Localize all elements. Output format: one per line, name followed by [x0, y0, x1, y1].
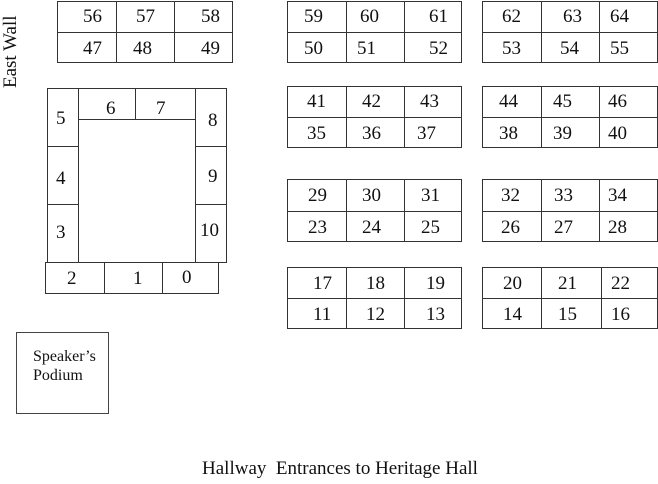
table-28: 28 [608, 217, 627, 238]
table-39: 39 [553, 123, 572, 144]
table-18: 18 [366, 273, 385, 294]
table-1-seat [104, 262, 163, 294]
table-16: 16 [611, 304, 630, 325]
table-20: 20 [503, 273, 522, 294]
table-40: 40 [608, 123, 627, 144]
hallway-entrances-label: Hallway Entrances to Heritage Hall [202, 458, 478, 479]
table-36: 36 [362, 123, 381, 144]
table-29: 29 [308, 185, 327, 206]
table-13: 13 [426, 304, 445, 325]
table-31: 31 [421, 185, 440, 206]
table-48: 48 [133, 38, 152, 59]
table-49: 49 [201, 38, 220, 59]
table-26: 26 [501, 217, 520, 238]
table-7: 7 [156, 98, 166, 119]
table-62: 62 [502, 6, 521, 27]
table-5-seat [47, 88, 79, 147]
table-41: 41 [307, 91, 326, 112]
table-55: 55 [610, 38, 629, 59]
table-block-59-52 [287, 1, 462, 63]
table-46: 46 [608, 91, 627, 112]
podium-label: Speaker’s Podium [33, 348, 96, 384]
table-8: 8 [208, 110, 218, 131]
table-23: 23 [308, 217, 327, 238]
table-24: 24 [362, 217, 381, 238]
table-2-seat [45, 262, 105, 294]
table-0: 0 [182, 267, 192, 288]
table-11: 11 [313, 304, 332, 325]
table-58: 58 [201, 6, 220, 27]
table-14: 14 [503, 304, 522, 325]
table-0-seat [162, 262, 219, 294]
table-block-32-28 [482, 179, 658, 242]
speakers-podium [16, 332, 109, 414]
table-1: 1 [133, 268, 143, 289]
table-25: 25 [421, 217, 440, 238]
table-4: 4 [56, 168, 66, 189]
table-50: 50 [304, 38, 323, 59]
table-6: 6 [106, 98, 116, 119]
table-12: 12 [366, 304, 385, 325]
table-10-seat [195, 204, 227, 263]
table-19: 19 [426, 273, 445, 294]
table-35: 35 [307, 123, 326, 144]
table-37: 37 [417, 123, 436, 144]
table-8-seat [195, 88, 227, 147]
table-6-seat [78, 88, 136, 120]
table-block-29-25 [287, 179, 462, 242]
table-60: 60 [360, 6, 379, 27]
table-45: 45 [553, 91, 572, 112]
table-38: 38 [499, 123, 518, 144]
table-30: 30 [362, 185, 381, 206]
table-2: 2 [67, 268, 77, 289]
table-block-17-13 [287, 267, 462, 329]
table-block-62-55 [482, 1, 658, 63]
east-wall-label: East Wall [0, 15, 21, 88]
table-32: 32 [501, 185, 520, 206]
table-47: 47 [83, 38, 102, 59]
table-57: 57 [136, 6, 155, 27]
table-54: 54 [560, 38, 579, 59]
table-34: 34 [608, 185, 627, 206]
table-53: 53 [502, 38, 521, 59]
table-61: 61 [429, 6, 448, 27]
table-3-seat [47, 204, 79, 263]
table-43: 43 [420, 91, 439, 112]
table-3: 3 [56, 222, 66, 243]
table-42: 42 [362, 91, 381, 112]
table-block-20-16 [482, 267, 658, 329]
table-block-56-49 [57, 1, 233, 63]
table-block-41-37 [287, 86, 462, 148]
table-51: 51 [357, 38, 376, 59]
table-9: 9 [208, 166, 218, 187]
table-44: 44 [499, 91, 518, 112]
table-10: 10 [200, 220, 219, 241]
table-17: 17 [313, 273, 332, 294]
table-5: 5 [56, 108, 66, 129]
table-63: 63 [563, 6, 582, 27]
table-21: 21 [558, 273, 577, 294]
table-27: 27 [554, 217, 573, 238]
table-33: 33 [554, 185, 573, 206]
table-block-44-40 [482, 86, 658, 148]
table-52: 52 [429, 38, 448, 59]
table-64: 64 [610, 6, 629, 27]
table-9-seat [195, 146, 227, 205]
table-4-seat [47, 146, 79, 205]
table-15: 15 [558, 304, 577, 325]
table-59: 59 [304, 6, 323, 27]
table-22: 22 [611, 273, 630, 294]
table-56: 56 [83, 6, 102, 27]
table-7-seat [135, 88, 196, 120]
